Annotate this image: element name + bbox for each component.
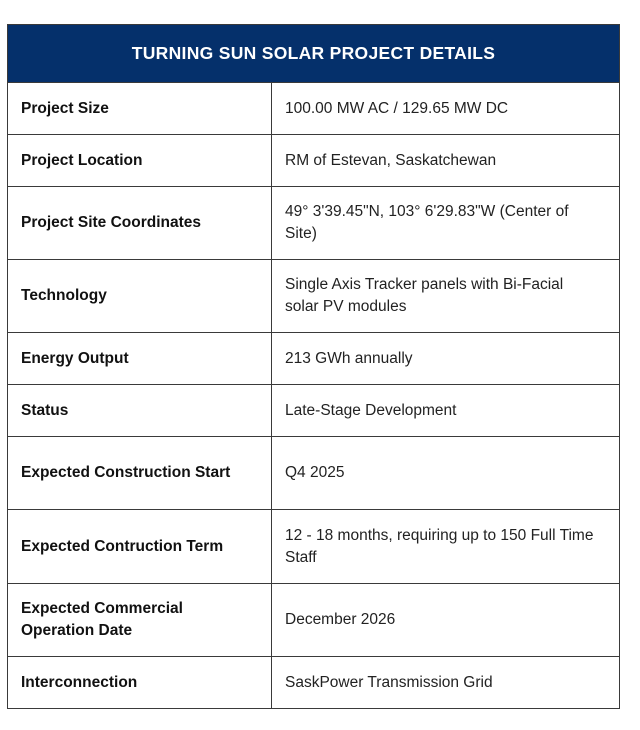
row-value: RM of Estevan, Saskatchewan (285, 151, 497, 169)
row-label: Project Size (8, 83, 272, 134)
row-label: Energy Output (8, 333, 272, 384)
row-value: 12 - 18 months, requiring up to 150 Full Time Staff (285, 526, 594, 566)
row-label: Expected Contruction Term (8, 510, 272, 583)
table-row (8, 437, 619, 510)
row-label: Expected Construction Start (8, 437, 272, 509)
table-row (8, 510, 619, 584)
row-value: SaskPower Transmission Grid (285, 673, 493, 691)
row-label: Status (8, 385, 272, 436)
table-row (8, 657, 619, 708)
row-label: Interconnection (8, 657, 272, 708)
row-value: Q4 2025 (285, 464, 345, 481)
table-row (8, 187, 619, 260)
table-row (8, 584, 619, 657)
row-label: Project Location (8, 135, 272, 186)
row-value: Late-Stage Development (285, 401, 457, 419)
row-value: 49° 3'39.45"N, 103° 6'29.83"W (Center of Site) (285, 203, 569, 242)
table-row (8, 385, 619, 437)
table-row (8, 83, 619, 135)
row-label: Expected Commercial Operation Date (8, 584, 272, 656)
row-value: December 2026 (285, 611, 396, 628)
table-title: TURNING SUN SOLAR PROJECT DETAILS (8, 25, 619, 83)
row-value: 213 GWh annually (285, 349, 413, 367)
row-value: Single Axis Tracker panels with Bi-Facial solar PV modules (285, 276, 564, 315)
row-value: 100.00 MW AC / 129.65 MW DC (285, 99, 509, 117)
table-row (8, 135, 619, 187)
table-row (8, 260, 619, 333)
row-label: Project Site Coordinates (8, 187, 272, 259)
table-row (8, 333, 619, 385)
row-label: Technology (8, 260, 272, 332)
project-details-table (7, 24, 620, 709)
